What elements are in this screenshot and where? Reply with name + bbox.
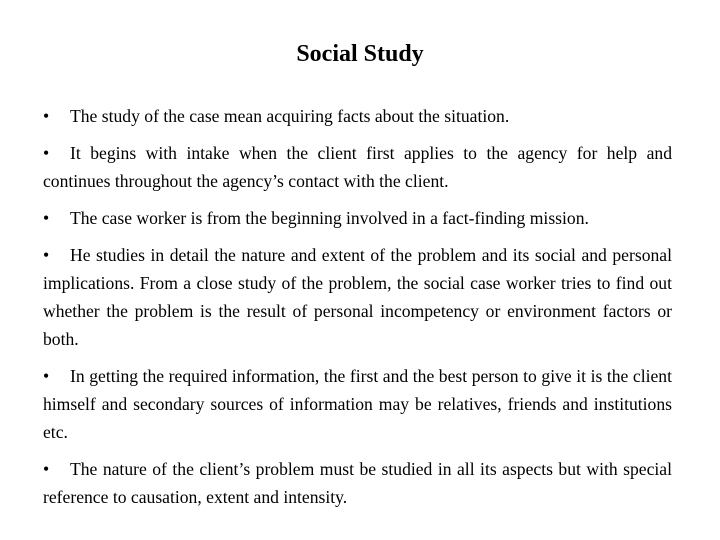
bullet-list: [43, 102, 672, 520]
bullet-text: The study of the case mean acquiring facts about the situation.: [70, 106, 510, 126]
slide-title: Social Study: [296, 41, 424, 67]
bullet-dot-icon: •: [43, 106, 50, 126]
bullet-item: [43, 204, 672, 232]
bullet-dot-icon: •: [43, 208, 50, 228]
bullet-text: The nature of the client’s problem must be studied in all its aspects but with special reference to causation, extent and intensity.: [43, 459, 672, 507]
bullet-text: The case worker is from the beginning involved in a fact-finding mission.: [70, 208, 589, 228]
bullet-dot-icon: •: [43, 143, 50, 163]
bullet-item: [43, 455, 672, 511]
bullet-text: He studies in detail the nature and extent of the problem and its social and personal implications. From a close study of the problem, the social case worker tries to find out whether the problem is the result of personal incompetency or environment factors or both.: [43, 245, 672, 349]
bullet-item: [43, 139, 672, 195]
bullet-text: It begins with intake when the client first applies to the agency for help and continues throughout the agency’s contact with the client.: [43, 143, 672, 191]
bullet-dot-icon: •: [43, 366, 50, 386]
bullet-dot-icon: •: [43, 459, 50, 479]
bullet-text: In getting the required information, the first and the best person to give it is the client himself and secondary sources of information may be relatives, friends and institutions etc.: [43, 366, 672, 442]
bullet-item: [43, 362, 672, 446]
bullet-dot-icon: •: [43, 245, 50, 265]
bullet-item: [43, 102, 672, 130]
bullet-item: [43, 241, 672, 353]
